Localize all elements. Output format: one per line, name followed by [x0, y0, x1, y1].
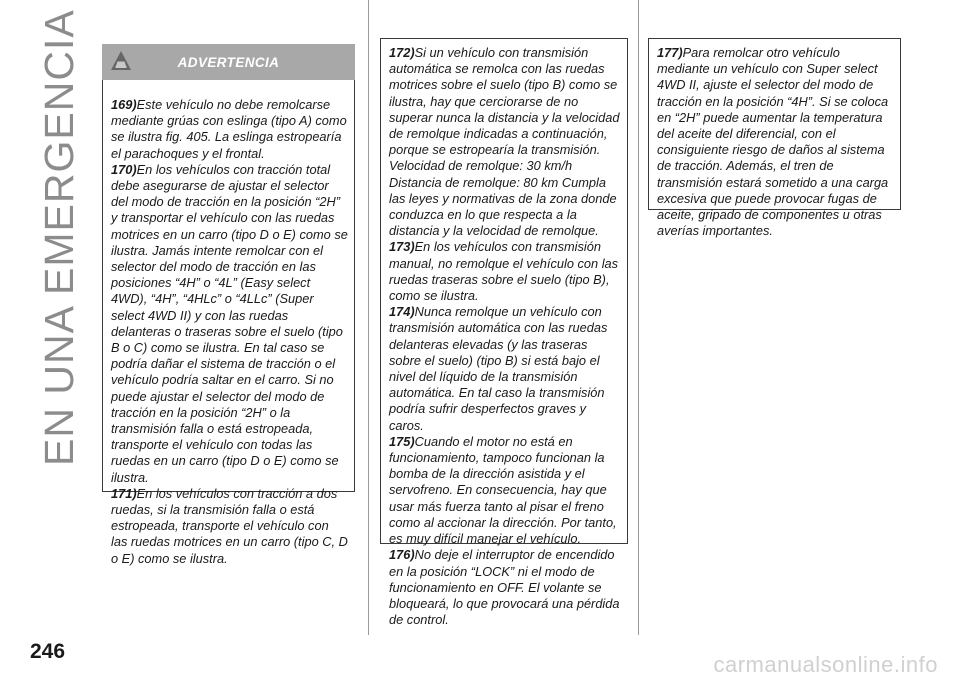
- note-text: En los vehículos con transmisión manual, no remolque el vehículo con las ruedas traseras sobre el suelo (tipo B), como se ilustra.: [389, 239, 619, 304]
- warning-title: ADVERTENCIA: [177, 55, 280, 70]
- note-number: 170): [111, 161, 137, 177]
- note-text: Cuando el motor no está en funcionamiento, tampoco funcionan la bomba de la dirección asistida y el servofreno. En consecuencia, hay que usar más fuerza tanto al pisar el freno como al accionar la dirección. Por tanto, es muy difícil manejar el vehículo.: [389, 433, 617, 547]
- column-divider: [368, 0, 369, 635]
- column-divider: [638, 0, 639, 635]
- note-text: Nunca remolque un vehículo con transmisión automática con las ruedas delanteras elevadas (y las traseras sobre el suelo) (tipo B) si está bajo el nivel del líquido de la transmisión automática. En tal caso la transmisión podría sufrir desperfectos graves y caros.: [389, 304, 608, 433]
- note-text: No deje el interruptor de encendido en la posición “LOCK” ni el modo de funcionamiento en OFF. El volante se bloqueará, lo que provocará una pérdida de control.: [389, 547, 620, 628]
- notes-list: [657, 45, 894, 239]
- note-text: En los vehículos con tracción total debe asegurarse de ajustar el selector del modo de tracción en la posición “2H” y transportar el vehículo con las ruedas motrices en un carro (tipo D o E) como se ilustra. Jamás intente remolcar con el selector del modo de tracción en las posiciones “4H” o “4L” (Easy select 4WD), “4H”, “4HLc” o “4LLc” (Super select 4WD II) y con las ruedas delanteras o traseras sobre el suelo (tipo B o C) como se ilustra. En tal caso se podría dañar el sistema de tracción o el vehículo podría saltar en el carro. Si no puede ajustar el selector del modo de tracción en la posición “2H” o la transmisión falla o está estropeada, transporte el vehículo con todas las ruedas en un carro (tipo D o E) como se ilustra.: [111, 161, 348, 485]
- notes-list: [389, 45, 621, 628]
- note-number: 177): [657, 45, 683, 60]
- note-number: 175): [389, 433, 415, 449]
- section-title-text: EN UNA EMERGENCIA: [36, 9, 82, 466]
- note-item: [111, 97, 348, 162]
- notes-box: [648, 38, 901, 239]
- note-number: 171): [111, 485, 137, 501]
- warning-header: [102, 44, 355, 80]
- note-item: [389, 547, 621, 628]
- note-number: 172): [389, 45, 415, 60]
- note-text: Este vehículo no debe remolcarse mediante grúas con eslinga (tipo A) como se ilustra fig. 405. La eslinga estropearía el parachoques y el frontal.: [111, 97, 347, 161]
- note-text: Si un vehículo con transmisión automática se remolca con las ruedas motrices sobre el suelo (tipo B) como se ilustra, hay que cerciorarse de no superar nunca la distancia y la velocidad de remolque indicadas a continuación, porque se estropearía la transmisión. Velocidad de remolque: 30 km/h Distancia de remolque: 80 km Cumpla las leyes y normativas de la zona donde conduzca en lo que respecta a la distancia y la velocidad de remolque.: [389, 45, 620, 239]
- note-number: 169): [111, 97, 137, 112]
- notes-box: [380, 38, 628, 628]
- note-item: [111, 162, 348, 486]
- note-item: [389, 304, 621, 434]
- note-text: Para remolcar otro vehículo mediante un vehículo con Super select 4WD II, ajuste el selector del modo de tracción en la posición “4H”. Si se coloca en “2H” puede aumentar la temperatura del aceite del diferencial, con el consiguiente riesgo de daños al sistema de tracción. Además, el tren de transmisión estará sometido a una carga excesiva que puede provocar fugas de aceite, gripado de componentes u otras averías importantes.: [657, 45, 889, 239]
- note-item: [657, 45, 894, 239]
- note-number: 173): [389, 239, 415, 255]
- note-item: [389, 434, 621, 547]
- watermark: carmanualsonline.info: [713, 652, 938, 677]
- note-text: En los vehículos con tracción a dos ruedas, si la transmisión falla o está estropeada, transporte el vehículo con las ruedas motrices en un carro (tipo C, D o E) como se ilustra.: [111, 485, 348, 566]
- note-item: [389, 239, 621, 304]
- note-item: [389, 45, 621, 239]
- warning-box: [102, 44, 355, 566]
- warning-notes: [111, 97, 348, 567]
- note-item: [111, 486, 348, 567]
- page-number: 246: [30, 640, 66, 663]
- note-number: 176): [389, 547, 415, 563]
- note-number: 174): [389, 304, 415, 320]
